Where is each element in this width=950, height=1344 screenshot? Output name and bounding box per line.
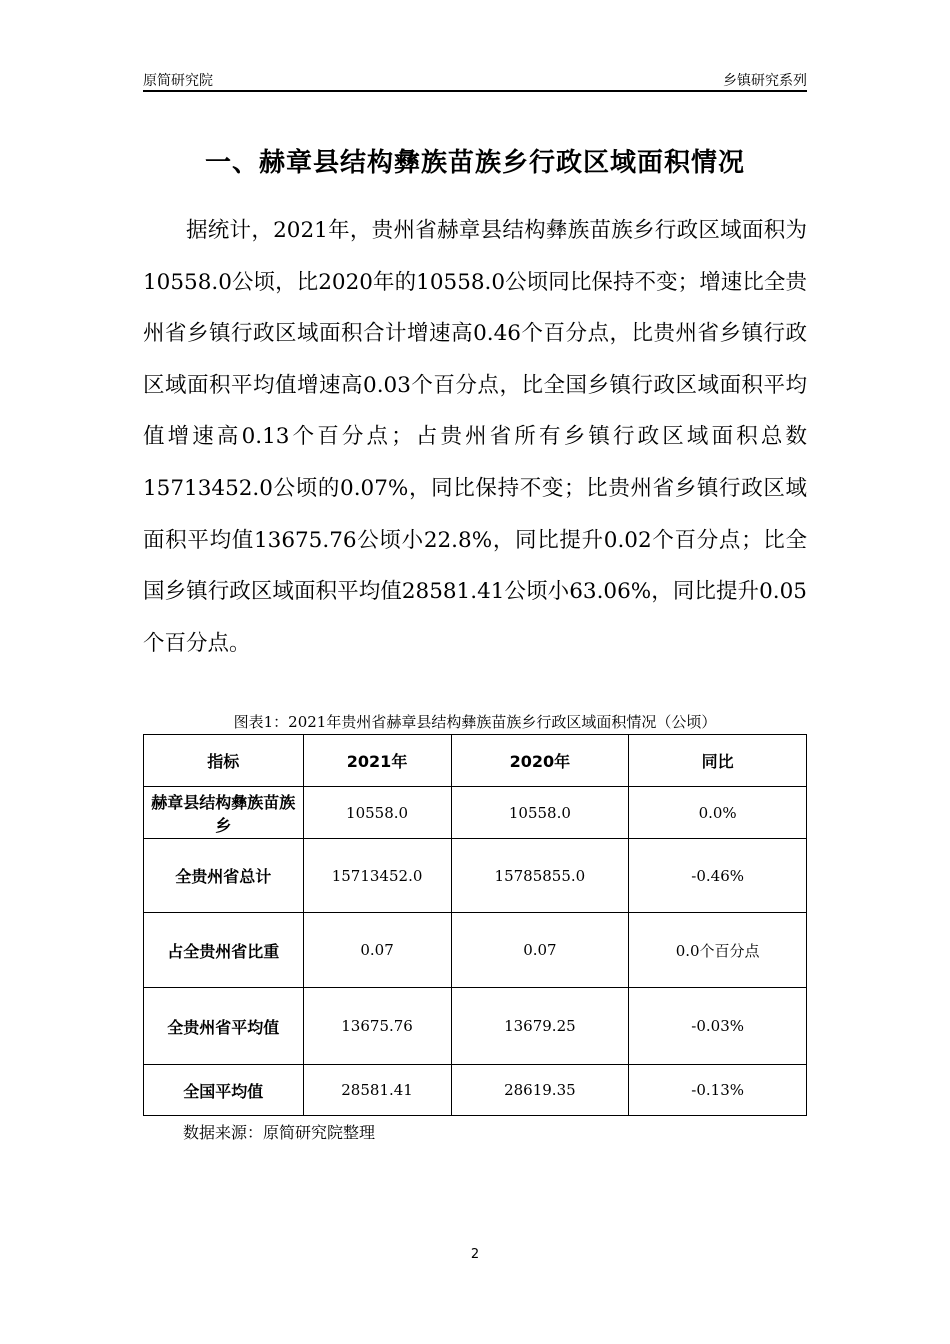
table-caption: 图表1：2021年贵州省赫章县结构彝族苗族乡行政区域面积情况（公顷）: [233, 713, 717, 731]
table-cell: -0.13%: [629, 1065, 807, 1116]
page-number: 2: [470, 1247, 480, 1262]
table-cell: 28619.35: [451, 1065, 629, 1116]
table-cell: 10558.0: [303, 787, 451, 839]
area-table: [143, 734, 807, 1116]
table-cell: 13675.76: [303, 988, 451, 1065]
header-org-name: 原简研究院: [143, 73, 213, 89]
row-label: 占全贵州省比重: [144, 913, 304, 988]
table-source-note: 数据来源：原简研究院整理: [183, 1123, 376, 1142]
row-label: 全贵州省总计: [144, 839, 304, 913]
table-cell: 0.0%: [629, 787, 807, 839]
body-paragraph: 据统计，2021年，贵州省赫章县结构彝族苗族乡行政区域面积为10558.0公顷，比2020年的10558.0公顷同比保持不变；增速比全贵州省乡镇行政区域面积合计增速高0.46个百分点，比贵州省乡镇行政区域面积平均值增速高0.03个百分点，比全国乡镇行政区域面积平均值增速高0.13个百分点；占贵州省所有乡镇行政区域面积总数15713452.0公顷的0.07%，同比保持不变；比贵州省乡镇行政区域面积平均值13675.76公顷小22.8%，同比提升0.02个百分点；比全国乡镇行政区域面积平均值28581.41公顷小63.06%，同比提升0.05个百分点。: [143, 218, 807, 656]
table-cell: 0.0个百分点: [629, 913, 807, 988]
row-label: 全贵州省平均值: [144, 988, 304, 1065]
table-row: [144, 839, 807, 913]
section-title: 一、赫章县结构彝族苗族乡行政区域面积情况: [204, 148, 745, 178]
table-cell: 10558.0: [451, 787, 629, 839]
table-cell: 15713452.0: [303, 839, 451, 913]
table-row: [144, 913, 807, 988]
table-cell: 0.07: [451, 913, 629, 988]
header-series-name: 乡镇研究系列: [723, 73, 807, 89]
table-cell: -0.46%: [629, 839, 807, 913]
table-cell: 28581.41: [303, 1065, 451, 1116]
table-header-row: [144, 735, 807, 787]
table-cell: 0.07: [303, 913, 451, 988]
table-row: [144, 1065, 807, 1116]
column-header: 指标: [144, 735, 304, 787]
table-cell: 13679.25: [451, 988, 629, 1065]
row-label: 全国平均值: [144, 1065, 304, 1116]
column-header: 同比: [629, 735, 807, 787]
table-cell: 15785855.0: [451, 839, 629, 913]
row-label: 赫章县结构彝族苗族乡: [144, 787, 304, 839]
column-header: 2021年: [303, 735, 451, 787]
column-header: 2020年: [451, 735, 629, 787]
table-cell: -0.03%: [629, 988, 807, 1065]
table-row: [144, 988, 807, 1065]
table-row: [144, 787, 807, 839]
header-rule: [143, 90, 807, 92]
page-header: [143, 66, 807, 92]
